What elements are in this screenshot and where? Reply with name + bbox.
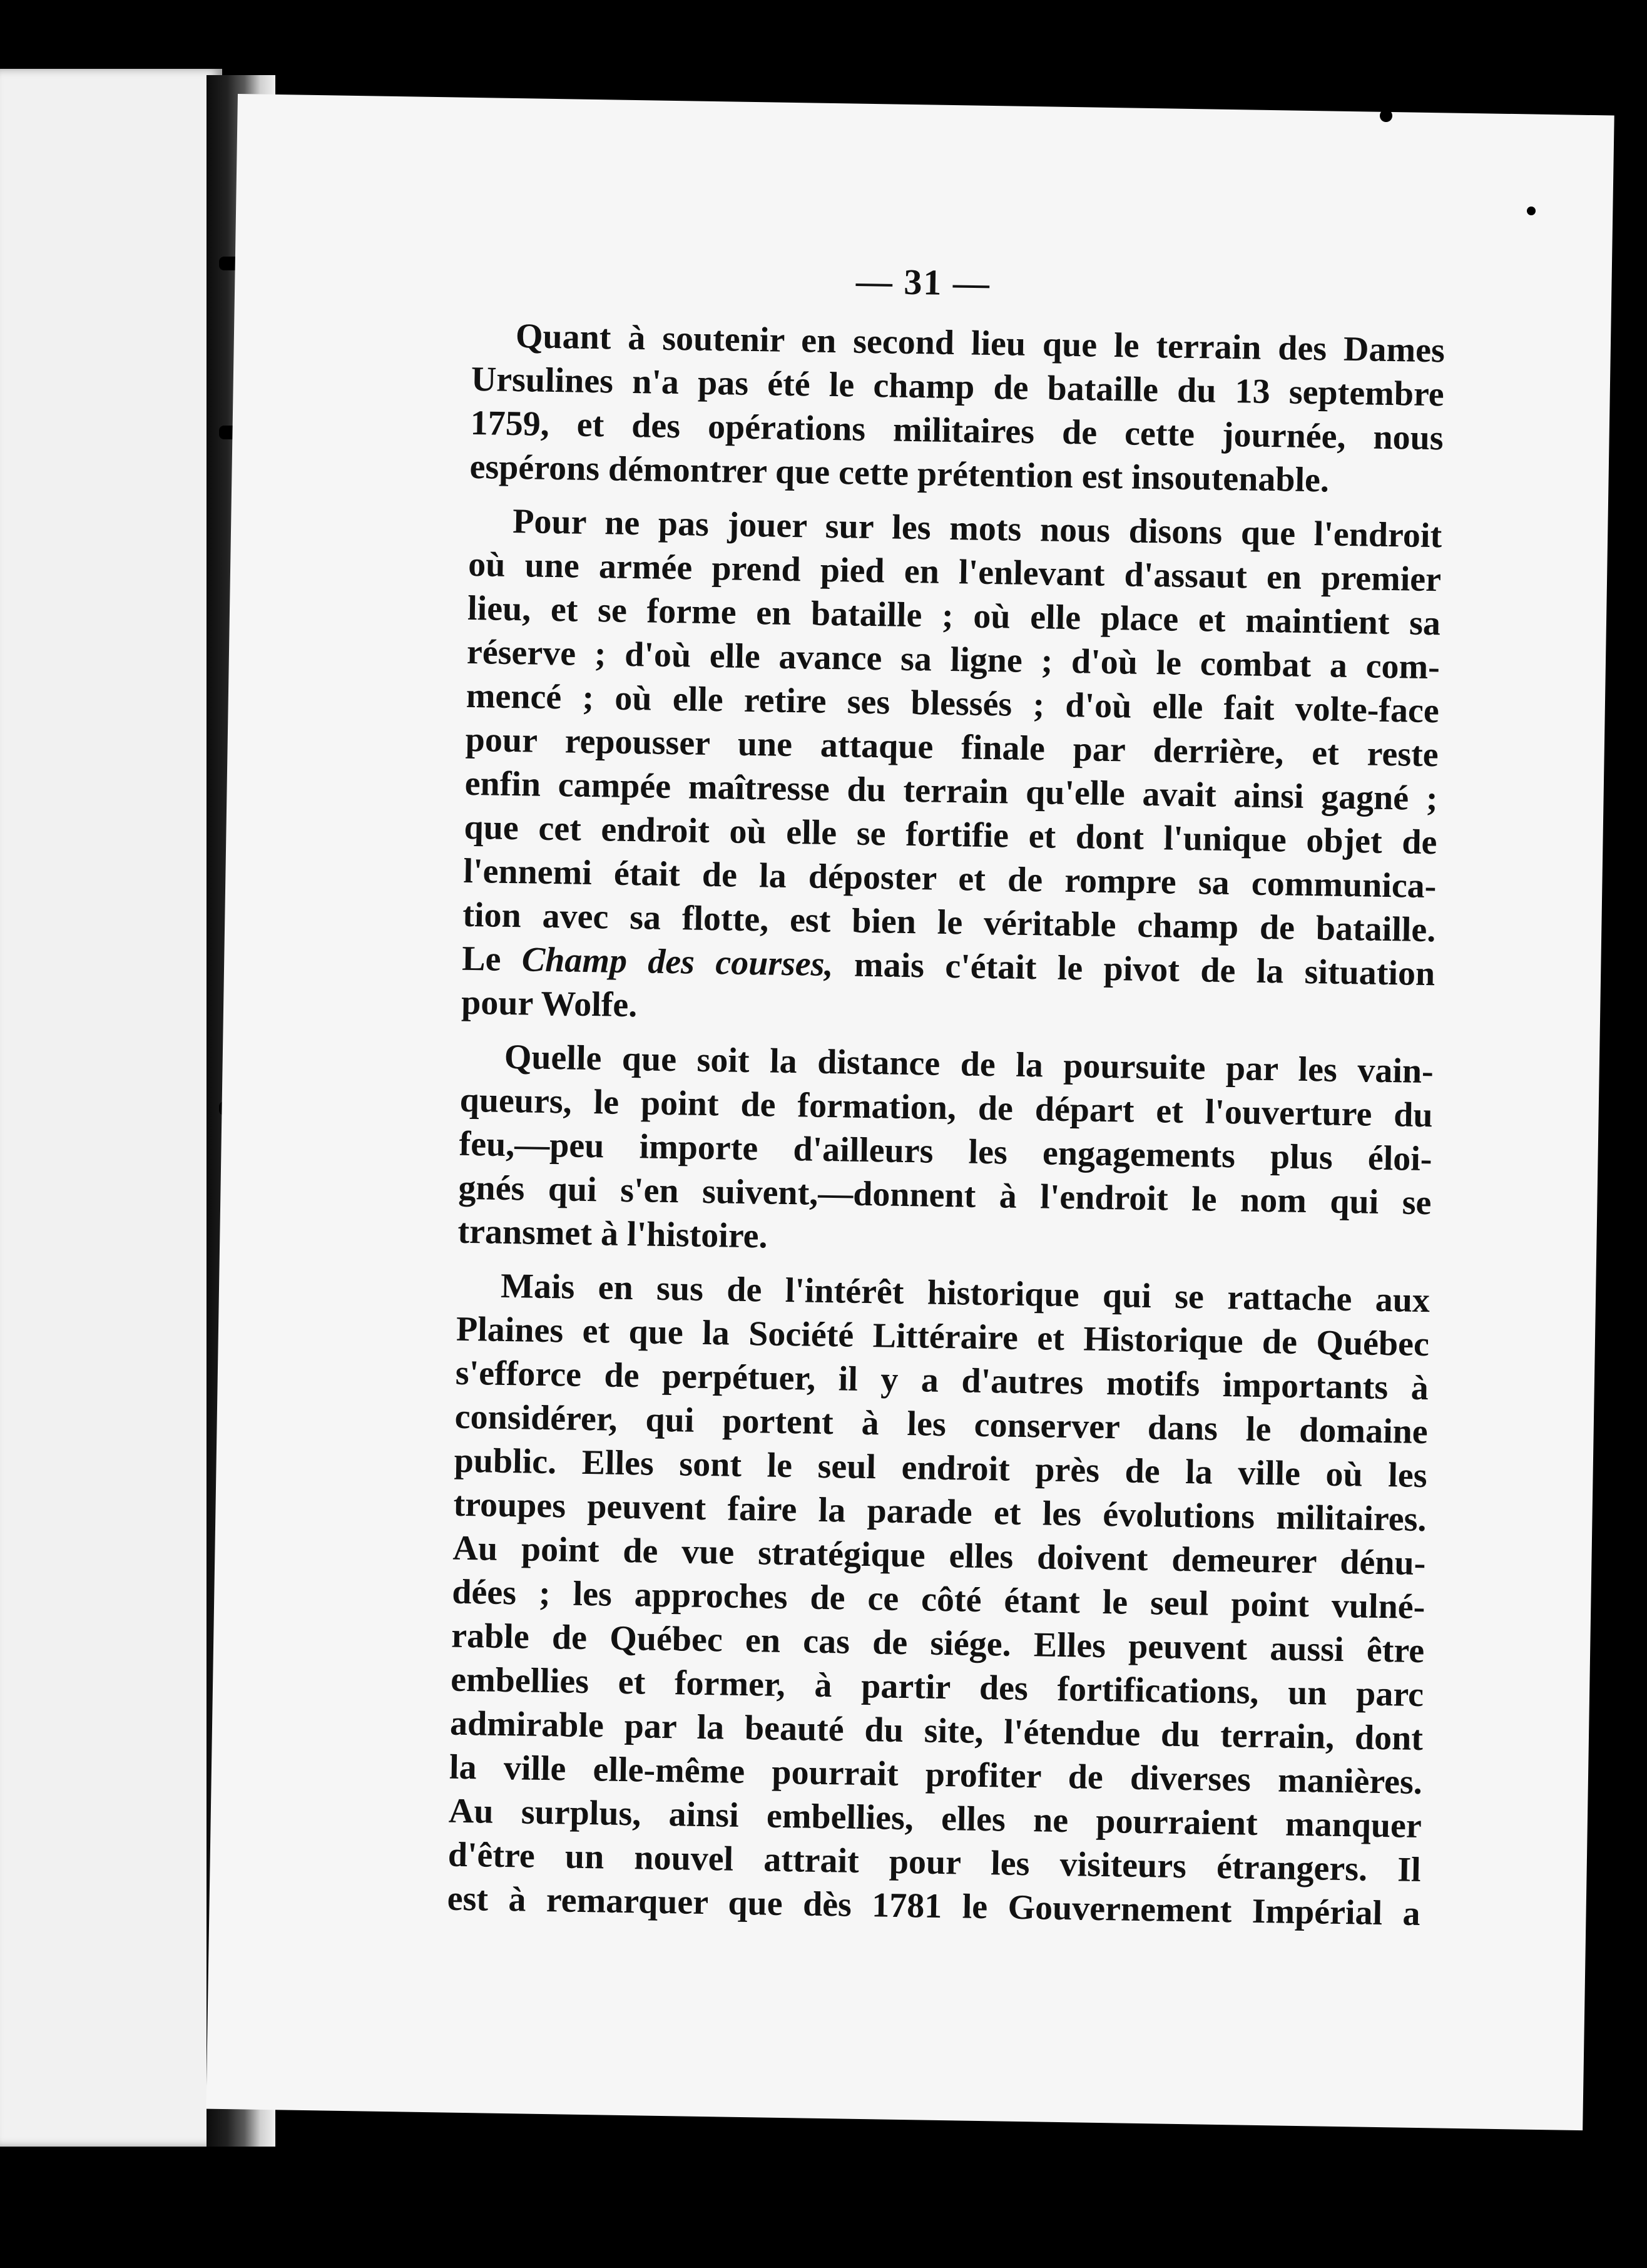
scan-speck bbox=[1527, 207, 1536, 215]
scan-speck bbox=[867, 2228, 875, 2237]
text-line: où une armée prend pied en l'enlevant d'assaut en premier bbox=[467, 544, 1442, 600]
text-line-with-italic: Le Champ des courses, mais c'était le pivot de la situation bbox=[461, 939, 1435, 994]
text-line: est à remarquer que dès 1781 le Gouvernement Impérial a bbox=[447, 1879, 1421, 1934]
text-line: troupes peuvent faire la parade et les évolutions militaires. bbox=[453, 1484, 1427, 1540]
text-line: queurs, le point de formation, de départ et l'ouverture du bbox=[459, 1080, 1434, 1135]
text-line: feu,—peu importe d'ailleurs les engagements plus éloi- bbox=[459, 1124, 1432, 1179]
paragraph-4 bbox=[447, 1264, 1430, 1936]
italic-phrase: Champ des courses, bbox=[521, 940, 834, 984]
paragraph-2 bbox=[461, 499, 1442, 1040]
text-line: pour Wolfe. bbox=[461, 983, 638, 1025]
text-line: mencé ; où elle retire ses blessés ; d'où elle fait volte-face bbox=[466, 676, 1440, 731]
left-page-edge bbox=[0, 69, 222, 2147]
text-line: réserve ; d'où elle avance sa ligne ; d'où le combat a com- bbox=[466, 632, 1440, 687]
text-line: lieu, et se forme en bataille ; où elle place et maintient sa bbox=[467, 588, 1441, 643]
scan-speck bbox=[854, 38, 864, 45]
page-number: — 31 — bbox=[855, 260, 991, 304]
text-line: Au surplus, ainsi embellies, elles ne pourraient manquer bbox=[448, 1791, 1422, 1846]
text-line: d'être un nouvel attrait pour les visiteurs étrangers. Il bbox=[447, 1835, 1422, 1890]
text-line: 1759, et des opérations militaires de cette journée, nous bbox=[470, 403, 1444, 458]
text-line: considérer, qui portent à les conserver dans le domaine bbox=[454, 1397, 1429, 1452]
text-line: Plaines et que la Société Littéraire et Historique de Québec bbox=[456, 1309, 1430, 1364]
text-line: Quelle que soit la distance de la poursuite par les vain- bbox=[504, 1037, 1434, 1091]
text-line: Pour ne pas jouer sur les mots nous disons que l'endroit bbox=[512, 501, 1442, 556]
scan-speck bbox=[1380, 110, 1392, 122]
text-line: Quant à soutenir en second lieu que le terrain des Dames bbox=[515, 317, 1446, 370]
paragraph-1 bbox=[469, 314, 1445, 504]
text-line: Mais en sus de l'intérêt historique qui se rattache aux bbox=[500, 1266, 1430, 1320]
text-line: s'efforce de perpétuer, il y a d'autres motifs importants à bbox=[455, 1353, 1429, 1408]
page-body bbox=[447, 314, 1445, 1946]
text-line: pour repousser une attaque finale par derrière, et reste bbox=[465, 720, 1439, 775]
paragraph-3 bbox=[457, 1034, 1434, 1269]
text-line: Ursulines n'a pas été le champ de bataille du 13 septembre bbox=[471, 359, 1445, 414]
text-line: admirable par la beauté du site, l'étendue du terrain, dont bbox=[449, 1704, 1424, 1759]
text-line: dées ; les approches de ce côté étant le seul point vulné- bbox=[451, 1572, 1425, 1627]
text-line: enfin campée maîtresse du terrain qu'elle avait ainsi gagné ; bbox=[464, 764, 1439, 819]
text-line: transmet à l'histoire. bbox=[457, 1212, 768, 1256]
text-line: que cet endroit où elle se fortifie et dont l'unique objet de bbox=[464, 807, 1437, 862]
text-line: embellies et former, à partir des fortifications, un parc bbox=[450, 1660, 1424, 1715]
text-line: espérons démontrer que cette prétention est insoutenable. bbox=[469, 447, 1330, 500]
text-line: tion avec sa flotte, est bien le véritable champ de bataille. bbox=[462, 895, 1436, 950]
text-line: la ville elle-même pourrait profiter de diverses manières. bbox=[449, 1747, 1423, 1802]
text-line: l'ennemi était de la déposter et de rompre sa communica- bbox=[463, 851, 1437, 906]
text-line: Au point de vue stratégique elles doivent demeurer dénu- bbox=[452, 1528, 1426, 1583]
text-line: public. Elles sont le seul endroit près de la ville où les bbox=[454, 1441, 1428, 1496]
scanned-page bbox=[206, 94, 1614, 2130]
text-line: rable de Québec en cas de siége. Elles peuvent aussi être bbox=[451, 1616, 1425, 1671]
text-line: gnés qui s'en suivent,—donnent à l'endroit le nom qui se bbox=[458, 1168, 1432, 1223]
